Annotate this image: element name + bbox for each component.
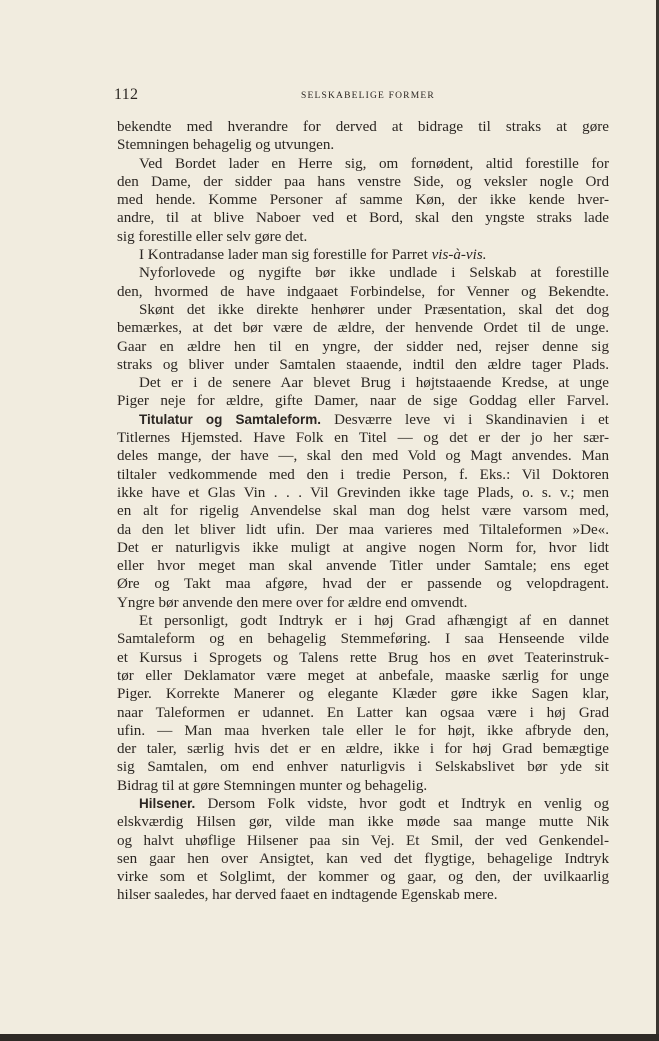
text-line: den Dame, der sidder paa hans venstre Side, og veksler nogle Ord [117,173,609,190]
page-edge-bottom [0,1034,659,1041]
text-line: Samtaleform og en behagelig Stemmeføring. I saa Henseende vilde [117,631,609,648]
text-line: Piger neje for ældre, gifte Damer, naar de sige Goddag eller Farvel. [117,393,609,410]
text-line: Stemningen behagelig og utvungen. [117,137,335,154]
text-line: eller hvor meget man skal anvende Titler under Samtale; ens eget [117,558,609,575]
section-heading-titles: Titulatur og Samtaleform. [139,411,321,427]
text-line-part: Dersom Folk vidste, hvor godt et Indtryk en venlig og [207,795,609,812]
text-line: ikke have et Glas Vin . . . Vil Grevinden ikke tage Plads, o. s. v.; men [117,484,609,501]
text-line: den, hvormed de have indgaaet Forbindelse, for Venner og Bekendte. [117,283,609,300]
text-line [117,411,609,429]
text-line: Yngre bør anvende den mere over for ældre end omvendt. [117,594,468,611]
body-text [117,118,609,905]
text-line [117,246,609,264]
text-line: straks og bliver under Samtalen staaende, indtil den ældre tager Plads. [117,356,609,373]
text-line-part: Desværre leve vi i Skandinavien i et [334,411,609,428]
text-line: naar Taleformen er udannet. En Latter kan ogsaa være i høj Grad [117,704,609,721]
text-line: Bidrag til at gøre Stemningen munter og behagelig. [117,777,428,794]
text-line: Titlernes Hjemsted. Have Folk en Titel — og det er der jo her sær- [117,430,609,447]
text-line: Det er i de senere Aar blevet Brug i højtstaaende Kredse, at unge [139,375,609,392]
text-line: Gaar en ældre hen til en yngre, der sidder ned, rejser denne sig [117,338,609,355]
text-line: sen gaar hen over Ansigtet, kan ved det flygtige, behagelige Indtryk [117,850,609,867]
text-line: Nyforlovede og nygifte bør ikke undlade i Selskab at forestille [139,265,609,282]
text-line: Øre og Takt maa afgøre, hvad der er passende og velopdragent. [117,576,609,593]
text-line: bemærkes, at det bør være de ældre, der henvende Ordet til de unge. [117,320,609,337]
text-line [117,795,609,813]
text-line: deles mange, der have —, skal den med Vold og Magt anvendes. Man [117,448,609,465]
text-line: Det er naturligvis ikke muligt at angive nogen Norm for, hvor lidt [117,539,609,556]
text-line: bekendte med hverandre for derved at bidrage til straks at gøre [117,119,609,135]
text-line-part: I Kontradanse lader man sig forestille for Parret [139,247,428,264]
text-line: der taler, særlig hvis det er en ældre, ikke i for høj Grad bemægtige [117,741,609,758]
text-line: et Kursus i Sprogets og Talens rette Brug hos en øvet Teaterinstruk- [117,649,609,666]
page-number: 112 [114,86,139,103]
text-line: med hende. Komme Personer af samme Køn, der ikke kende hver- [117,192,609,209]
text-line: virke som et Solglimt, der kommer og gaar, og den, der uvilkaarlig [117,869,609,886]
text-line: og halvt uhøflige Hilsener paa sin Vej. Et Smil, der ved Genkendel- [117,832,609,849]
text-line: andre, til at blive Naboer ved et Bord, skal den yngste straks lade [117,210,609,227]
text-line: Ved Bordet lader en Herre sig, om fornødent, altid forestille for [139,155,609,172]
text-line: Et personligt, godt Indtryk er i høj Grad afhængigt af en dannet [139,613,609,630]
text-line: hilser saaledes, har derved faaet en indtagende Egenskab mere. [117,887,498,904]
text-line: Piger. Korrekte Manerer og elegante Klæder gøre ikke Sagen klar, [117,686,609,703]
text-line: da den let bliver lidt ufin. Der maa varieres med Tiltaleformen »De«. [117,521,609,538]
running-head: SELSKABELIGE FORMER [301,91,435,101]
text-line: elskværdig Hilsen gør, vilde man ikke møde saa mange mutte Nik [117,814,609,831]
text-line: tiltaler vedkommende med den i tredie Person, f. Eks.: Vil Doktoren [117,466,609,483]
text-line: tør eller Deklamator være meget at anbefale, maaske særlig for unge [117,667,609,684]
vis-a-vis-text: vis-à-vis. [431,247,487,264]
text-line: Skønt det ikke direkte henhører under Præsentation, skal det dog [139,301,609,318]
text-line: ufin. — Man maa hverken tale eller le for højt, ikke afbryde den, [117,722,609,739]
text-line: en alt for rigelig Anvendelse skal man dog helst være varsom med, [117,503,609,520]
text-line: sig forestille eller selv gøre det. [117,228,308,245]
text-line: sig Samtalen, om end enhver naturligvis i Selskabslivet bør yde sit [117,759,609,776]
section-heading-greetings: Hilsener. [139,795,196,811]
